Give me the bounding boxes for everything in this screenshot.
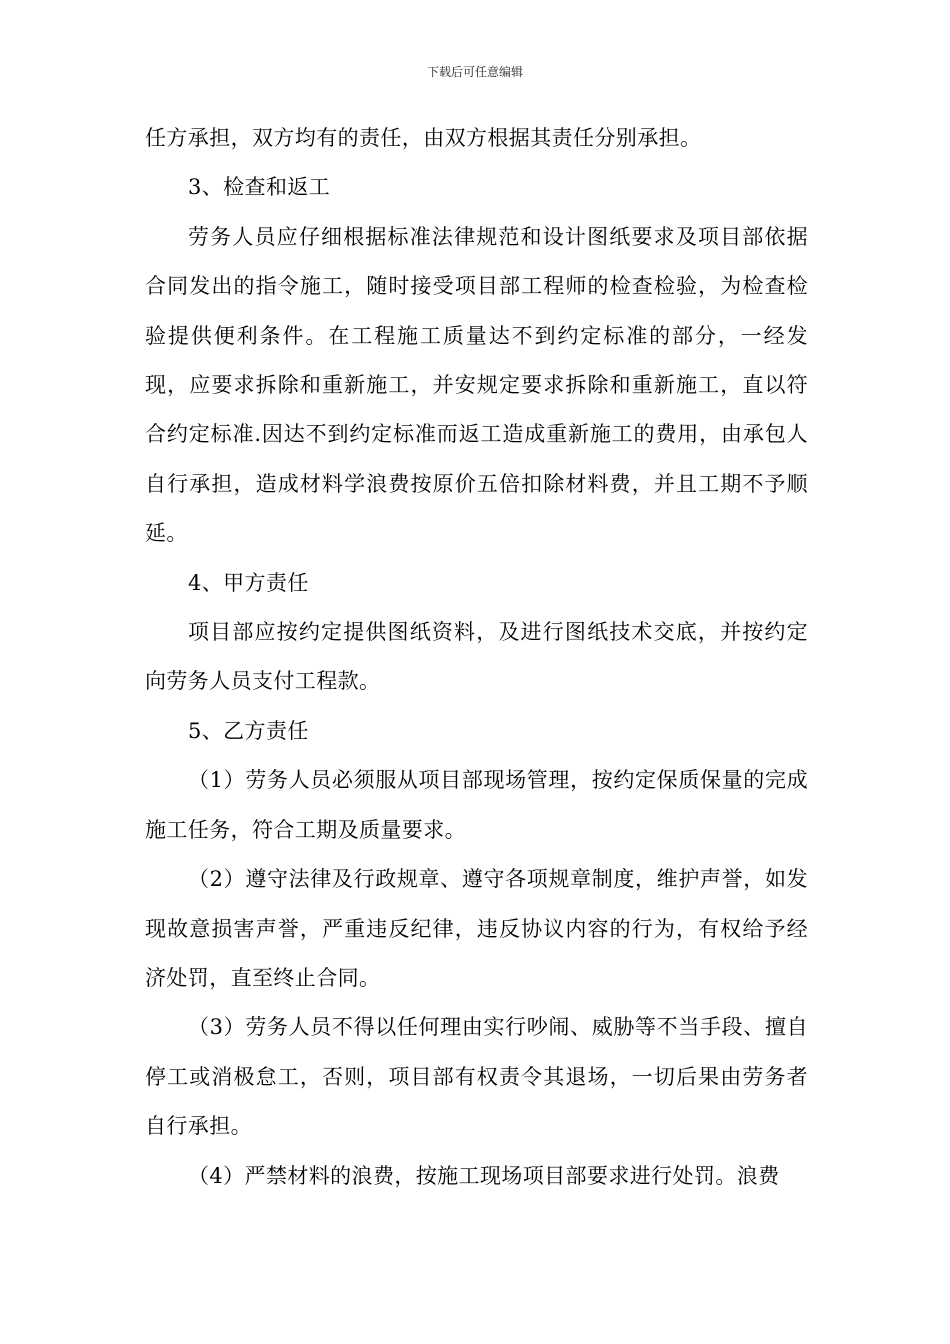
paragraph-continuation: 任方承担，双方均有的责任，由双方根据其责任分别承担。 (145, 126, 702, 150)
paragraph-item-1: （1）劳务人员必须服从项目部现场管理，按约定保质保量的完成施工任务，符合工期及质量要求。 (145, 768, 808, 842)
page-header: 下载后可任意编辑 (426, 65, 523, 79)
section-heading-inspection-rework: 3、检查和返工 (188, 175, 331, 200)
section-heading-party-b-responsibility: 5、乙方责任 (188, 718, 309, 743)
paragraph-item-4: （4）严禁材料的浪费，按施工现场项目部要求进行处罚。浪费 (188, 1163, 780, 1188)
paragraph-inspection-rework: 劳务人员应仔细根据标准法律规范和设计图纸要求及项目部依据合同发出的指令施工，随时接受项目部工程师的检查检验，为检查检验提供便利条件。在工程施工质量达不到约定标准的部分，一经发现，应要求拆除和重新施工，并安规定要求拆除和重新施工，直以符合约定标准.因达不到约定标准而返工造成重新施工的费用，由承包人自行承担，造成材料学浪费按原价五倍扣除材料费，并且工期不予顺延。 (145, 224, 808, 546)
document-body (145, 114, 808, 1201)
paragraph-item-2: （2）遵守法律及行政规章、遵守各项规章制度，维护声誉，如发现故意损害声誉，严重违反纪律，违反协议内容的行为，有权给予经济处罚，直至终止合同。 (145, 867, 808, 990)
section-heading-party-a-responsibility: 4、甲方责任 (188, 570, 309, 595)
paragraph-party-a-responsibility: 项目部应按约定提供图纸资料，及进行图纸技术交底，并按约定向劳务人员支付工程款。 (145, 620, 808, 694)
paragraph-item-3: （3）劳务人员不得以任何理由实行吵闹、威胁等不当手段、擅自停工或消极怠工，否则，项目部有权责令其退场，一切后果由劳务者自行承担。 (145, 1015, 808, 1139)
